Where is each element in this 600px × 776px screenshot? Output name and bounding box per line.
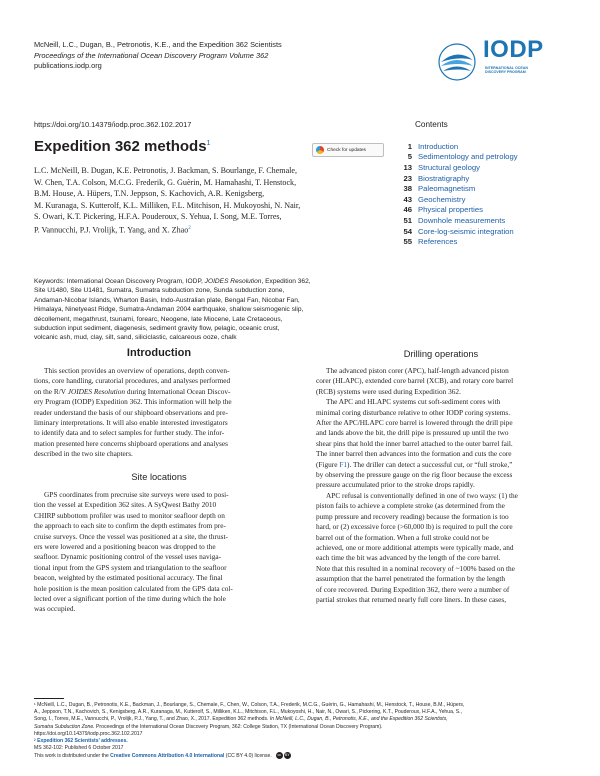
text-line: seafloor. Dynamic positioning control of the vessel uses naviga- [34, 552, 222, 562]
text-line: After the APC/HLAPC core barrel is lowered through the drill pipe [316, 418, 513, 428]
text-line: minimal coring disturbance relative to other IODP coring systems. [316, 407, 511, 417]
keywords-line: Site U1480, Site U1481, Sumatra, Sumatra subduction zone, Sunda subduction zone, [34, 287, 285, 295]
text-line [316, 460, 566, 470]
site-locations-heading: Site locations [131, 472, 187, 482]
check-updates-label: Check for updates [327, 147, 366, 153]
footnote-divider [34, 698, 64, 699]
footnote-line [34, 716, 574, 723]
text-span: Song, I., Torres, M.E., Vannucchi, P., Vrolijk, P.J., Yang, T., and Zhao, X., 2017. Expedition 362 methods. [34, 716, 270, 723]
text-span: In McNeill, L.C., Dugan, B., Petronotis, K.E., and the Expedition 362 Scientists, [269, 716, 448, 723]
text-line: APC refusal is conventionally defined in one of two ways: (1) the [326, 490, 518, 500]
iodp-logo [437, 36, 577, 86]
page-title [34, 138, 210, 155]
toc-label: Structural geology [418, 162, 480, 172]
keywords-line: Himalaya, Ninetyeast Ridge, Sumatra-Andaman 2004 earthquake, shallow seismogenic slip, [34, 306, 304, 314]
text-span: during International Ocean Discov- [125, 386, 231, 396]
by-icon: BY [284, 753, 290, 758]
cc-by-badge[interactable] [276, 752, 291, 759]
text-line: ers were lowered and a positioning beacon was dropped to the [34, 542, 216, 552]
globe-icon [437, 42, 477, 82]
introduction-body [34, 366, 284, 460]
text-line: each time the bit was advanced by the length of the core barrel. [316, 553, 501, 563]
introduction-heading: Introduction [126, 347, 192, 359]
header-citation [34, 40, 374, 72]
text-line: hole position is the mean position calculated from the GPS data col- [34, 583, 233, 593]
logo-subtitle-line: INTERNATIONAL OCEAN [485, 66, 528, 70]
text-line: beacon, weighted by the estimated positional accuracy. The final [34, 573, 223, 583]
footnote-line [34, 738, 574, 745]
text-span: ). The driller can detect a successful cut, or “full stroke,” [347, 459, 513, 469]
toc-label: Paleomagnetism [418, 184, 476, 194]
text-line: described in the two site chapters. [34, 449, 133, 459]
keywords [34, 277, 384, 343]
drilling-operations-heading: Drilling operations [403, 349, 479, 359]
text-line: achieved, one or more additional attempts were typically made, and [316, 542, 514, 552]
text-line: by observing the pressure gauge on the rig floor because the excess [316, 470, 513, 480]
toc-page: 23 [403, 173, 412, 183]
text-line: hard, or (2) excessive force (>60,000 lb) is required to pull the core [316, 522, 513, 532]
toc-item-biostratigraphy[interactable] [392, 173, 582, 184]
text-line: of core recovered. During Expedition 362, there were a number of [316, 584, 510, 594]
text-span: (Figure [316, 459, 340, 469]
text-line: GPS coordinates from precruise site surveys were used to posi- [44, 490, 229, 499]
author-line: B.M. House, A. Hüpers, T.N. Jeppson, S. Kachovich, A.R. Kenigsberg, [34, 189, 265, 199]
text-line: CHIRP subbottom profiler was used to monitor seafloor depth on [34, 510, 225, 520]
toc-page: 43 [403, 194, 412, 204]
author-line: L.C. McNeill, B. Dugan, K.E. Petronotis, J. Backman, S. Bourlange, F. Chemale, [34, 166, 298, 175]
text-line: cruise surveys. Once the vessel was positioned at a site, the thrust- [34, 531, 228, 541]
logo-subtitle [485, 66, 528, 74]
author-line: M. Kuranaga, S. Kutterolf, K.L. Milliken, F.L. Mitchison, H. Mukoyoshi, N. Nair, [34, 200, 301, 210]
toc-page: 13 [403, 162, 412, 172]
site-locations-body [34, 490, 284, 615]
toc-item-downhole-measurements[interactable] [392, 215, 582, 226]
toc-page: 51 [403, 215, 412, 225]
author-line: S. Owari, K.T. Pickering, H.F.A. Pouderoux, S. Yehua, I. Song, M.E. Torres, [34, 212, 282, 222]
title-text: Expedition 362 methods [34, 138, 207, 155]
toc-page: 38 [403, 184, 412, 194]
text-span: This work is distributed under the [34, 753, 111, 760]
text-span: Sumatra Subduction Zone. [34, 723, 95, 730]
toc-label: Biostratigraphy [418, 173, 470, 183]
toc-label: Introduction [418, 141, 459, 151]
toc-item-sedimentology[interactable] [392, 152, 582, 163]
text-line: partial strokes that returned nearly full core liners. In these cases, [316, 594, 507, 604]
keywords-first-rest: , Expedition 362, [261, 278, 311, 285]
footnote-line: ¹ McNeill, L.C., Dugan, B., Petronotis, K.E., Backman, J., Bourlange, S., Chemale, F., Chen, W., Colson, T.A., Frederik, M.C.G., Guèrin, G., Hamahashi, M., Henstock, T., House, B.M., Hüpers, [34, 702, 465, 708]
citation-proceedings: Proceedings of the International Ocean Discovery Program Volume 362 [34, 50, 269, 60]
footnotes [34, 702, 574, 760]
toc-page: 5 [407, 152, 412, 162]
footnote-line: A., Jeppson, T.N., Kachovich, S., Kenigsberg, A.R., Kuranaga, M., Kutterolf, S., Milliken, K.L., Mitchison, F.L., Mukoyoshi, H., Nair, N., Owari, S., Pickering, K.T., Pouderoux, H.F.A., Yehua, S., [34, 709, 462, 716]
vessel-name: JOIDES Resolution [67, 386, 126, 396]
author-line-text: P. Vannucchi, P.J. Vrolijk, T. Yang, and X. Zhao [34, 225, 189, 235]
toc-item-structural-geology[interactable] [392, 162, 582, 173]
text-line: mation presented here concerns shipboard operations and analyses [34, 438, 228, 448]
keywords-line: décollement, megathrust, tsunami, forearc, Neogene, late Miocene, Late Cretaceous, [34, 315, 283, 323]
toc-label: Sedimentology and petrology [418, 152, 518, 162]
toc-item-references[interactable] [392, 236, 582, 247]
toc-item-introduction[interactable] [392, 141, 582, 152]
citation-authors: McNeill, L.C., Dugan, B., Petronotis, K.E., and the Expedition 362 Scientists [34, 40, 282, 49]
text-line: piston fails to achieve a complete stroke (as determined from the [316, 501, 505, 511]
license-line [34, 752, 574, 760]
footnote-doi[interactable]: https://doi.org/10.14379/iodp.proc.362.102.2017 [34, 730, 143, 737]
text-line: The APC and HLAPC systems cut soft-sediment cores with [326, 397, 501, 407]
text-span: Proceedings of the International Ocean Discovery Program, 362: College Station, TX (International Ocean Discovery Program). [94, 723, 383, 730]
author-line [34, 223, 384, 236]
text-line: to identify data and to select samples for further study. The infor- [34, 428, 225, 438]
text-line: assumption that the barrel penetrated the formation by the length [316, 574, 506, 584]
license-link[interactable]: Creative Commons Attribution 4.0 International [110, 753, 225, 760]
text-line: pump pressure and recovery reading) because the formation is too [316, 511, 509, 521]
footnote-line [34, 724, 574, 731]
author-list [34, 165, 384, 236]
text-line: liminary interpretations. It will also enable interested investigators [34, 418, 228, 428]
keywords-line [34, 277, 384, 286]
keywords-line: subduction input sediment, diagenesis, sediment gravity flow, pelagic, oceanic crust, [34, 325, 280, 333]
toc-item-paleomagnetism[interactable] [392, 183, 582, 194]
keywords-lead: Keywords: International Ocean Discovery Program, IODP, [34, 278, 205, 285]
text-line: shear pins that hold the inner barrel attached to the outer barrel fail. [316, 438, 513, 448]
toc-label: Core-log-seismic integration [418, 226, 514, 236]
text-line: the approach to each site to confirm the depth estimates from pre- [34, 521, 226, 531]
text-line: and lands above the bit, the drill pipe is pressured up until the two [316, 428, 509, 438]
text-span: (CC BY 4.0) license. [224, 753, 272, 760]
text-line: reader understand the basis of our shipboard observations and pre- [34, 407, 228, 417]
keywords-line: volcanic ash, mud, clay, silt, sand, siliciclastic, calcareous ooze, chalk [34, 334, 237, 342]
author-line: W. Chen, T.A. Colson, M.C.G. Frederik, G. Guèrin, M. Hamahashi, T. Henstock, [34, 177, 297, 187]
doi-link[interactable]: https://doi.org/10.14379/iodp.proc.362.102.2017 [34, 120, 192, 129]
toc-label: Physical properties [418, 205, 483, 215]
contents-title: Contents [415, 120, 448, 129]
text-line: tion the vessel at Expedition 362 sites. A SyQwest Bathy 2010 [34, 500, 217, 510]
toc-label: References [418, 237, 458, 247]
text-span: on the R/V [34, 386, 68, 396]
title-footnote-marker[interactable]: 1 [206, 140, 211, 147]
keywords-vessel: JOIDES Resolution [204, 278, 262, 285]
toc-page: 54 [403, 226, 412, 236]
text-line [34, 387, 284, 397]
manuscript-line: MS 362-102: Published 6 October 2017 [34, 745, 124, 752]
toc-label: Downhole measurements [418, 215, 506, 225]
check-for-updates-button[interactable] [312, 143, 384, 157]
toc-item-physical-properties[interactable] [392, 205, 582, 216]
text-line: This section provides an overview of operations, depth conven- [44, 366, 230, 375]
text-line: corer (HLAPC), extended core barrel (XCB), and rotary core barrel [316, 376, 514, 386]
text-line: Note that this resulted in a nominal recovery of ~100% based on the [316, 563, 515, 573]
text-line: The inner barrel then advances into the formation and cuts the core [316, 449, 512, 459]
text-line: ery Program (IODP) Expedition 362. This information will help the [34, 397, 232, 407]
toc-item-core-log-seismic[interactable] [392, 226, 582, 237]
text-line: pressure accumulated prior to the stroke drops rapidly. [316, 480, 475, 490]
figure-link[interactable]: F1 [339, 459, 348, 469]
text-line: The advanced piston corer (APC), half-length advanced piston [326, 366, 509, 375]
cc-icon: cc [277, 753, 282, 758]
footnote-number: ² [34, 738, 36, 745]
authors-footnote-marker[interactable]: 2 [188, 225, 191, 231]
drilling-operations-body [316, 366, 566, 605]
logo-subtitle-line: DISCOVERY PROGRAM [485, 70, 526, 75]
text-line: tional input from the GPS system and triangulation to the seafloor [34, 562, 227, 572]
logo-wordmark: IODP [483, 36, 544, 63]
text-line: tions, core handling, curatorial procedures, and analyses performed [34, 376, 231, 386]
toc-page: 55 [403, 237, 412, 247]
citation-website[interactable]: publications.iodp.org [34, 61, 102, 71]
addresses-link[interactable]: Expedition 362 Scientists’ addresses. [37, 738, 128, 745]
text-line: was occupied. [34, 604, 76, 614]
keywords-line: Andaman-Nicobar Islands, Wharton Basin, Indo-Australian plate, Bengal Fan, Nicobar Fan, [34, 296, 300, 304]
toc-item-geochemistry[interactable] [392, 194, 582, 205]
text-line: lected over a significant portion of the time during which the hole [34, 594, 226, 604]
toc-page: 1 [407, 141, 412, 151]
check-updates-icon [316, 146, 324, 154]
table-of-contents [392, 141, 582, 247]
toc-page: 46 [403, 205, 412, 215]
toc-label: Geochemistry [418, 194, 466, 204]
text-line: barrel out of the formation. When a full stroke could not be [316, 532, 489, 542]
text-line: (RCB) systems were used during Expedition 362. [316, 386, 461, 396]
